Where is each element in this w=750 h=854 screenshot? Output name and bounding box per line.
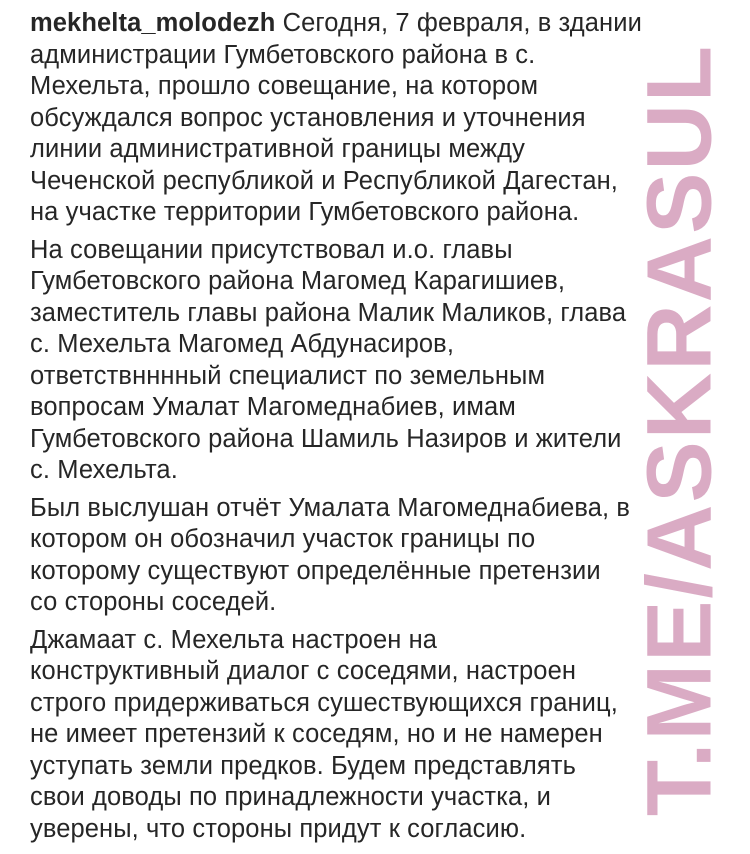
caption-line: уступать земли предков. Будем представлять xyxy=(30,751,576,780)
caption-text: Сегодня, 7 февраля, в здании xyxy=(275,9,642,37)
caption-line: На совещании присутствовал и.о. главы xyxy=(30,235,513,264)
watermark: T.ME/ASKRASUL xyxy=(628,43,731,817)
caption-line: обсуждался вопрос установления и уточнения xyxy=(30,103,586,132)
caption-line: заместитель главы района Малик Маликов, глава xyxy=(30,298,627,327)
caption-line: Гумбетовского района Магомед Карагишиев, xyxy=(30,267,566,295)
caption-line: ответствнннный специалист по земельным xyxy=(30,361,546,390)
caption-line: вопросам Умалат Магомеднабиев, имам xyxy=(30,393,516,421)
caption-paragraph xyxy=(30,493,730,619)
caption-line: администрации Гумбетовского района в с. xyxy=(30,40,536,69)
caption-paragraph xyxy=(30,8,730,229)
caption-line: конструктивный диалог с соседями, настроен xyxy=(30,657,577,685)
caption-line: Гумбетовского района Шамиль Назиров и жители xyxy=(30,424,622,453)
caption-line: со стороны соседей. xyxy=(30,588,277,616)
caption-line: линии административной границы между xyxy=(30,135,525,163)
caption-line: Был выслушан отчёт Умалата Магомеднабиева, в xyxy=(30,493,631,522)
caption-line: не имеет претензий к соседям, но и не намерен xyxy=(30,720,603,748)
caption-line: которому существуют определённые претензии xyxy=(30,556,601,585)
caption-line: строго придерживаться сушествующихся границ, xyxy=(30,688,618,717)
caption-line: Мехельта, прошло совещание, на котором xyxy=(30,72,539,100)
caption-line: котором он обозначил участок границы по xyxy=(30,525,536,553)
caption-line: с. Мехельта Магомед Абдунасиров, xyxy=(30,330,454,358)
caption-line: с. Мехельта. xyxy=(30,456,178,484)
post-caption xyxy=(30,8,730,851)
caption-line: свои доводы по принадлежности участка, и xyxy=(30,783,552,811)
username-link[interactable]: mekhelta_molodezh xyxy=(30,9,276,37)
caption-paragraph xyxy=(30,235,730,487)
caption-line xyxy=(30,8,730,40)
caption-line: Джамаат с. Мехельта настроен на xyxy=(30,625,438,654)
caption-line: на участке территории Гумбетовского района. xyxy=(30,198,580,226)
caption-line: уверены, что стороны придут к согласию. xyxy=(30,814,527,843)
caption-line: Чеченской республикой и Республикой Дагестан, xyxy=(30,166,618,195)
caption-paragraph xyxy=(30,625,730,846)
